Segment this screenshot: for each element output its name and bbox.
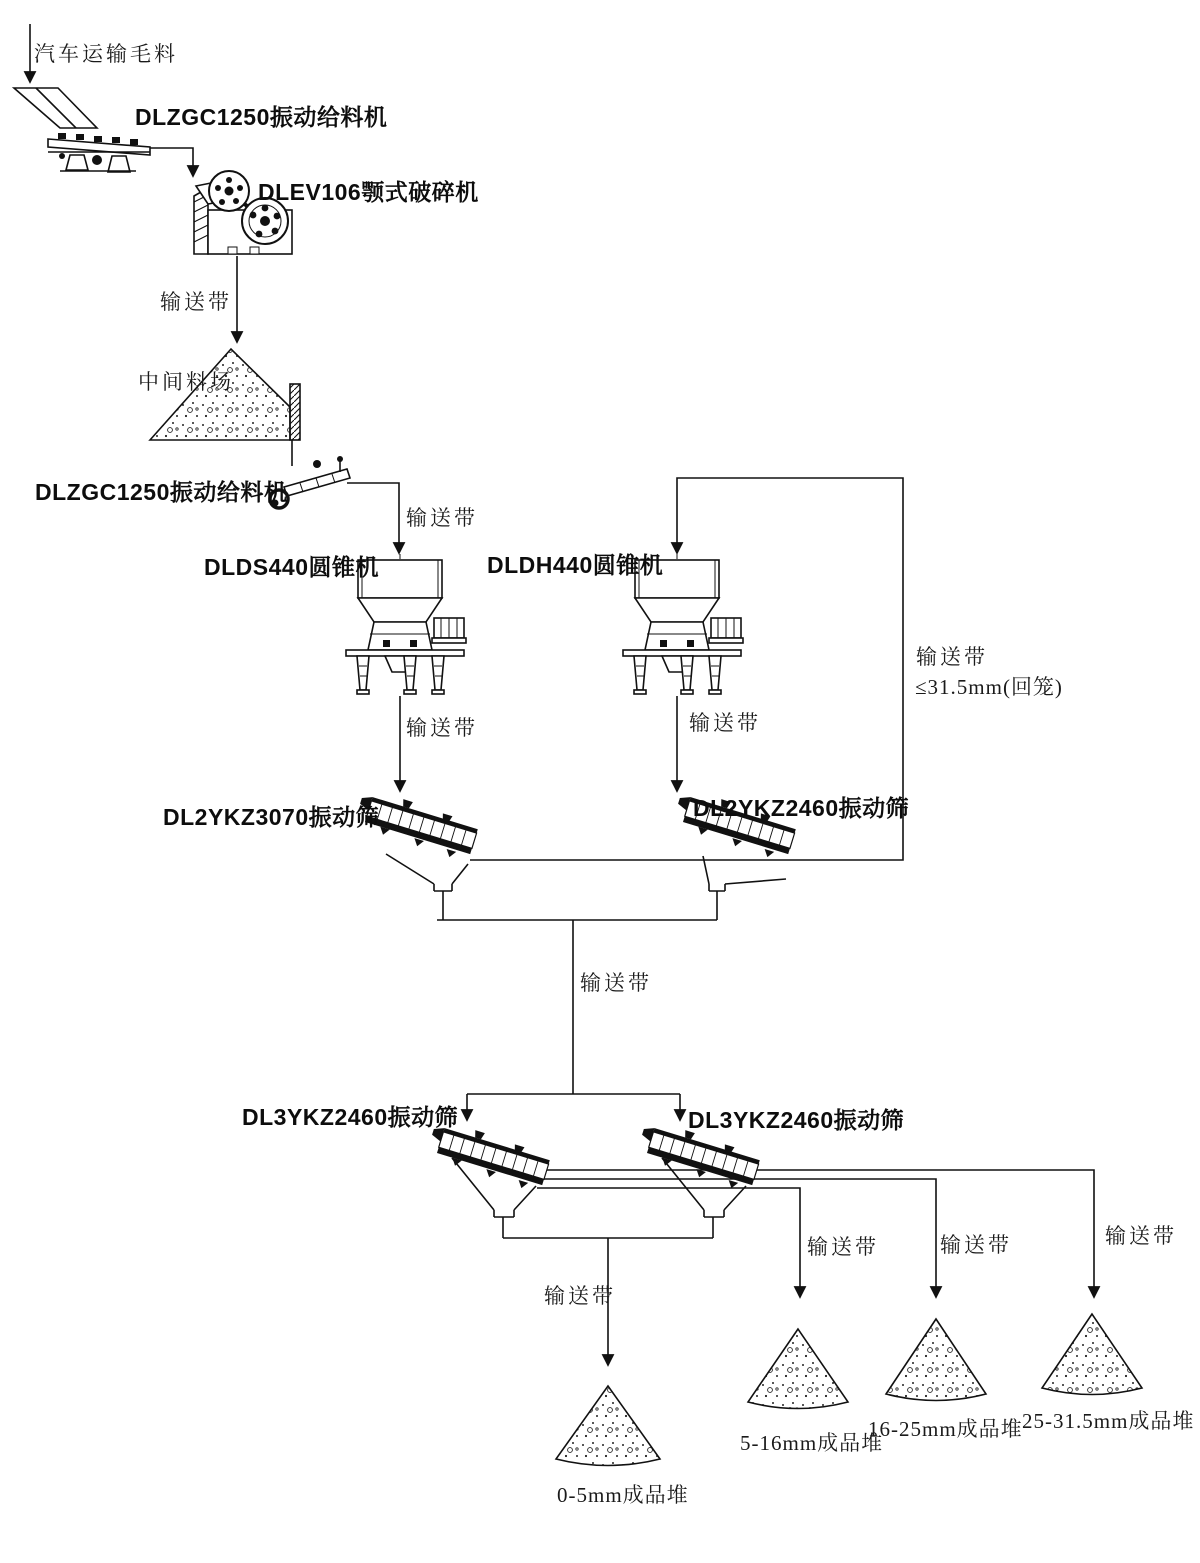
label-feeder-middle: DLZGC1250振动给料机 — [35, 479, 288, 505]
screen-2yk2460-funnel — [703, 856, 786, 920]
label-truck-feed: 汽车运输毛料 — [34, 42, 178, 66]
label-screen-3yk-left: DL3YKZ2460振动筛 — [242, 1104, 459, 1130]
pile-25-31-5-drawing — [1042, 1314, 1142, 1395]
label-feeder-top: DLZGC1250振动给料机 — [135, 104, 388, 130]
label-screen-3yk-right: DL3YKZ2460振动筛 — [688, 1107, 905, 1133]
label-screen-2yk3070: DL2YKZ3070振动筛 — [163, 804, 380, 830]
pile-0-5-drawing — [556, 1386, 660, 1466]
label-conveyor-2: 输送带 — [406, 506, 478, 530]
label-return-conveyor: 输送带 — [916, 645, 988, 669]
label-return-spec: ≤31.5mm(回笼) — [915, 675, 1063, 699]
label-pile-5-16: 5-16mm成品堆 — [740, 1431, 884, 1455]
label-conveyor-3: 输送带 — [406, 716, 478, 740]
label-cone-crusher-left: DLDS440圆锥机 — [204, 554, 379, 580]
feeder-to-cone-conveyor-line — [347, 483, 399, 553]
label-pile-16-25: 16-25mm成品堆 — [868, 1417, 1023, 1441]
label-stockpile: 中间料场 — [138, 370, 234, 394]
label-conveyor-6: 输送带 — [544, 1284, 616, 1308]
label-conveyor-4: 输送带 — [689, 711, 761, 735]
pile-5-16-drawing — [748, 1329, 848, 1409]
feeder-to-jaw-line — [150, 148, 193, 176]
upper-collector-lines — [437, 920, 717, 1120]
label-pile-0-5: 0-5mm成品堆 — [557, 1483, 689, 1507]
label-screen-2yk2460: DL2YKZ2460振动筛 — [693, 795, 910, 821]
label-conveyor-9: 输送带 — [1105, 1224, 1177, 1248]
vibrating-feeder-top-drawing — [14, 88, 150, 172]
label-conveyor-8: 输送带 — [940, 1233, 1012, 1257]
screen-2yk3070-funnel — [386, 854, 468, 920]
label-cone-crusher-right: DLDH440圆锥机 — [487, 552, 664, 578]
label-conveyor-1: 输送带 — [160, 290, 232, 314]
pile-16-25-drawing — [886, 1319, 986, 1401]
label-pile-25-31-5: 25-31.5mm成品堆 — [1022, 1409, 1195, 1433]
label-conveyor-7: 输送带 — [807, 1235, 879, 1259]
label-conveyor-5: 输送带 — [580, 971, 652, 995]
label-jaw-crusher: DLEV106颚式破碎机 — [258, 179, 479, 205]
